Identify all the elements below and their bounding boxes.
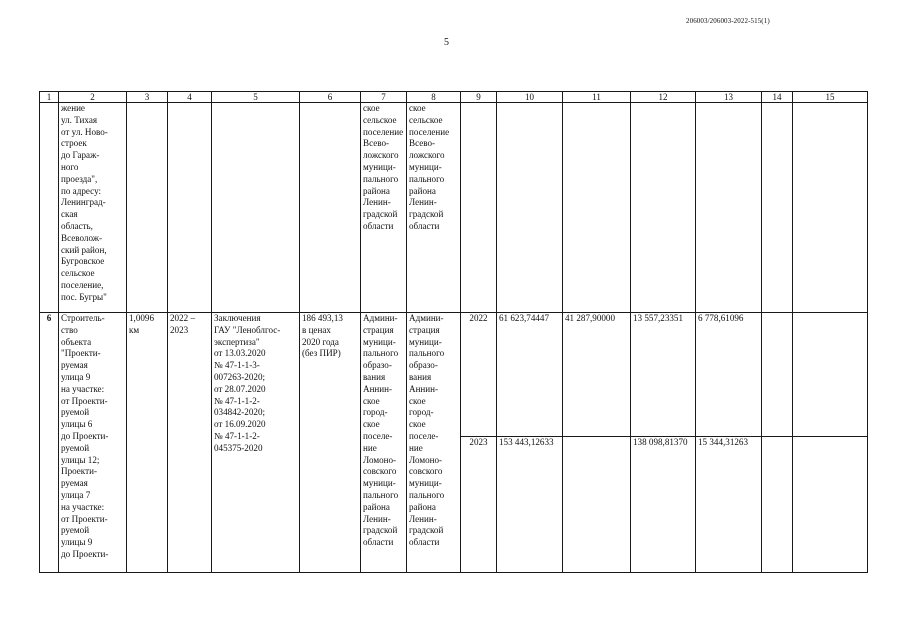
cell-line: Ленин- — [409, 513, 437, 524]
cell-line: Строитель- — [61, 313, 105, 323]
cell-line: № 47-1-1-3- — [214, 360, 260, 371]
cell-line: ская — [61, 209, 78, 220]
column-header: 6 — [300, 92, 361, 103]
cell-line: Админи- — [409, 313, 444, 323]
cell-line: 1,0096 — [129, 313, 155, 323]
cell-line: района — [409, 501, 436, 512]
cell-line: до Проекти- — [61, 548, 109, 559]
cell-line: ское — [363, 103, 380, 113]
cell-line: город- — [363, 407, 388, 418]
cell-line: от 28.07.2020 — [214, 383, 266, 394]
cell-line: области — [363, 537, 394, 548]
cell-line: в ценах — [302, 324, 331, 335]
column-header: 11 — [563, 92, 631, 103]
row-number: 6 — [40, 313, 59, 573]
cell-line: поселение, — [61, 279, 104, 290]
cell-line: ул. Тихая — [61, 114, 98, 125]
cell-line: района — [363, 501, 390, 512]
cell-line: Всево- — [363, 138, 390, 149]
column-header: 4 — [168, 92, 212, 103]
column-header: 1 — [40, 92, 59, 103]
cell-line: пального — [363, 489, 399, 500]
column-header: 2 — [59, 92, 127, 103]
cell-line: градской — [409, 525, 444, 536]
other-cell — [762, 437, 793, 573]
extra-cell — [793, 313, 868, 437]
cell-line: вания — [363, 371, 386, 382]
cell-line: от ул. Ново- — [61, 126, 108, 137]
federal-cell — [563, 437, 631, 573]
year-cell: 2022 — [461, 313, 497, 437]
cell-line: 2020 года — [302, 336, 339, 347]
cell-line: пального — [409, 489, 445, 500]
cell-line: (без ПИР) — [302, 348, 341, 359]
cell-line: вания — [409, 371, 432, 382]
cell-line: руемой — [61, 442, 90, 453]
cell-line: пос. Бугры" — [61, 291, 107, 302]
cell-line: ское — [409, 419, 426, 430]
cell-line: на участке: — [61, 501, 105, 512]
cell-line: образо- — [409, 360, 438, 371]
cell-line: ние — [409, 442, 423, 453]
federal-cell: 41 287,90000 — [563, 313, 631, 437]
cell-line: улицы 12; — [61, 454, 100, 465]
cell-line: № 47-1-1-2- — [214, 395, 260, 406]
cell-line: Заключения — [214, 313, 261, 323]
cell-line: до Гараж- — [61, 150, 100, 161]
other-cell — [762, 313, 793, 437]
cell-line: ложского — [409, 150, 445, 161]
cell-line: муници- — [409, 161, 442, 172]
owner-cell — [407, 103, 461, 313]
cell-line: ское — [409, 103, 426, 113]
cell-line: муници- — [363, 161, 396, 172]
data-table — [39, 91, 868, 573]
regional-cell: 13 557,23351 — [631, 313, 696, 437]
cell-line: область, — [61, 220, 93, 231]
cell-line: руемая — [61, 478, 88, 489]
owner-cell — [407, 313, 461, 573]
cell-line: сельское — [61, 268, 95, 279]
column-header: 13 — [696, 92, 762, 103]
cell-line: района — [363, 185, 390, 196]
cell-line: по адресу: — [61, 185, 102, 196]
customer-cell — [361, 103, 407, 313]
cell-line: руемой — [61, 407, 90, 418]
cell-line: муници- — [409, 336, 442, 347]
local-cell: 15 344,31263 — [696, 437, 762, 573]
cell-line: жение — [61, 103, 85, 113]
cell-line: Админи- — [363, 313, 398, 323]
cell-line: № 47-1-1-2- — [214, 430, 260, 441]
cell-line: Всеволож- — [61, 232, 103, 243]
cell-line: от Проекти- — [61, 513, 108, 524]
year-cell: 2023 — [461, 437, 497, 573]
cell-line: Аннин- — [409, 383, 439, 394]
cell-line: Ломоно- — [363, 454, 397, 465]
cell-line: пального — [409, 173, 445, 184]
cell-line: совского — [409, 466, 443, 477]
cell-line: области — [409, 537, 440, 548]
cell-line: Ломоно- — [409, 454, 443, 465]
cell-line: улицы 9 — [61, 537, 93, 548]
total-cell: 61 623,74447 — [497, 313, 563, 437]
cell-line: Ленинград- — [61, 197, 106, 208]
local-cell: 6 778,61096 — [696, 313, 762, 437]
cell-line: 186 493,13 — [302, 313, 343, 323]
cell-line: поселение — [409, 126, 450, 137]
cell-line: сельское — [409, 114, 443, 125]
column-header: 5 — [212, 92, 300, 103]
column-header: 7 — [361, 92, 407, 103]
cell-line: градской — [363, 209, 398, 220]
cell-line: проезда", — [61, 173, 98, 184]
column-header: 12 — [631, 92, 696, 103]
document-number: 206003/206003-2022-515(1) — [686, 17, 770, 25]
cell-line: пального — [363, 173, 399, 184]
cell-line: ного — [61, 161, 79, 172]
cell-line: сельское — [363, 114, 397, 125]
cell-line: "Проекти- — [61, 348, 101, 359]
cell-line: ство — [61, 324, 78, 335]
cell-line: Аннин- — [363, 383, 393, 394]
cell-line: области — [409, 220, 440, 231]
cell-line: ГАУ "Леноблгос- — [214, 324, 281, 335]
cell-line: руемой — [61, 525, 90, 536]
cell-line: пального — [363, 348, 399, 359]
table-row — [40, 313, 868, 437]
cell-line: района — [409, 185, 436, 196]
object-name-cell — [59, 313, 127, 573]
cell-line: Всево- — [409, 138, 436, 149]
cell-line: образо- — [363, 360, 392, 371]
cell-line: км — [129, 324, 140, 335]
cell-line: поселе- — [363, 430, 393, 441]
cell-line: ние — [363, 442, 377, 453]
column-header: 9 — [461, 92, 497, 103]
cell-line: ский район, — [61, 244, 107, 255]
cell-line: город- — [409, 407, 434, 418]
cell-line: градской — [409, 209, 444, 220]
cell-line: муници- — [363, 478, 396, 489]
column-header: 8 — [407, 92, 461, 103]
cell-line: поселение — [363, 126, 404, 137]
cell-line: 007263-2020; — [214, 371, 266, 382]
cell-line: ское — [363, 419, 380, 430]
page-number: 5 — [444, 37, 449, 48]
estimated-cost-cell — [300, 313, 361, 573]
cell-line: от 13.03.2020 — [214, 348, 266, 359]
cell-line: страция — [409, 324, 440, 335]
cell-line: 2022 – — [170, 313, 196, 323]
cell-line: градской — [363, 525, 398, 536]
cell-line: муници- — [409, 478, 442, 489]
cell-line: страция — [363, 324, 394, 335]
cell-line: пального — [409, 348, 445, 359]
total-cell: 153 443,12633 — [497, 437, 563, 573]
cell-line: ложского — [363, 150, 399, 161]
cell-line: строек — [61, 138, 87, 149]
capacity-cell — [127, 313, 168, 573]
cell-line: руемая — [61, 360, 88, 371]
period-cell — [168, 313, 212, 573]
cell-line: ское — [409, 395, 426, 406]
object-name-cell — [59, 103, 127, 313]
cell-line: области — [363, 220, 394, 231]
cell-line: улицы 6 — [61, 419, 93, 430]
cell-line: на участке: — [61, 383, 105, 394]
cell-line: улица 9 — [61, 371, 91, 382]
customer-cell — [361, 313, 407, 573]
column-header-row — [40, 92, 868, 103]
cell-line: Проекти- — [61, 466, 97, 477]
cell-line: совского — [363, 466, 397, 477]
cell-line: Ленин- — [363, 513, 391, 524]
expertise-cell — [212, 313, 300, 573]
table-row-continuation — [40, 103, 868, 313]
column-header: 3 — [127, 92, 168, 103]
column-header: 14 — [762, 92, 793, 103]
cell-line: 2023 — [170, 324, 189, 335]
cell-line: 045375-2020 — [214, 442, 263, 453]
cell-line: Ленин- — [409, 197, 437, 208]
cell-line: Ленин- — [363, 197, 391, 208]
column-header: 15 — [793, 92, 868, 103]
cell-line: объекта — [61, 336, 92, 347]
cell-line: ское — [363, 395, 380, 406]
column-header: 10 — [497, 92, 563, 103]
cell-line: 034842-2020; — [214, 407, 266, 418]
cell-line: муници- — [363, 336, 396, 347]
cell-line: от Проекти- — [61, 395, 108, 406]
cell-line: улица 7 — [61, 489, 91, 500]
cell-line: от 16.09.2020 — [214, 419, 266, 430]
extra-cell — [793, 437, 868, 573]
cell-line: поселе- — [409, 430, 439, 441]
cell-line: до Проекти- — [61, 430, 109, 441]
cell-line: экспертиза" — [214, 336, 260, 347]
regional-cell: 138 098,81370 — [631, 437, 696, 573]
cell-line: Бугровское — [61, 256, 105, 267]
